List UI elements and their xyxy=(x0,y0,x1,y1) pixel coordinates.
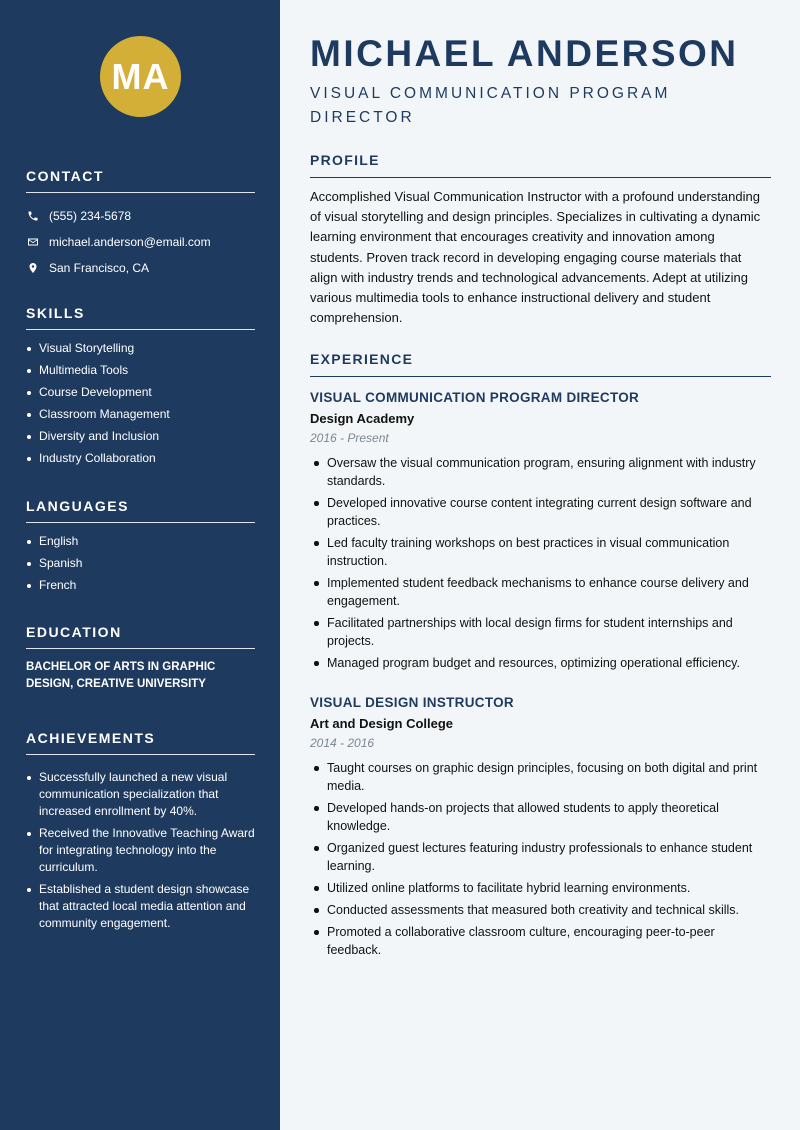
job-entry xyxy=(310,390,771,676)
phone-text: (555) 234-5678 xyxy=(49,209,132,223)
mail-icon xyxy=(26,235,40,249)
achievement-item: Received the Innovative Teaching Award for integrating technology into the curriculum. xyxy=(26,825,255,876)
avatar: MA xyxy=(100,36,181,117)
achievements-heading: ACHIEVEMENTS xyxy=(26,730,255,755)
skill-item: Classroom Management xyxy=(26,407,255,422)
achievement-item: Established a student design showcase that attracted local media attention and community engagement. xyxy=(26,881,255,932)
job-title: VISUAL DESIGN INSTRUCTOR xyxy=(310,695,514,710)
contact-section xyxy=(26,168,255,281)
location-pin-icon xyxy=(26,261,40,275)
job-entry xyxy=(310,695,771,963)
skills-list xyxy=(26,341,255,466)
experience-heading: EXPERIENCE xyxy=(310,351,771,377)
languages-list xyxy=(26,534,255,593)
job-bullet: Oversaw the visual communication program, ensuring alignment with industry standards. xyxy=(310,454,771,490)
profile-heading: PROFILE xyxy=(310,152,771,178)
contact-email xyxy=(26,229,255,255)
language-item: English xyxy=(26,534,255,549)
job-dates: 2016 - Present xyxy=(310,431,389,445)
job-bullet: Managed program budget and resources, optimizing operational efficiency. xyxy=(310,654,771,672)
location-text: San Francisco, CA xyxy=(49,261,150,275)
contact-list xyxy=(26,203,255,281)
job-bullet: Utilized online platforms to facilitate hybrid learning environments. xyxy=(310,879,771,897)
contact-heading: CONTACT xyxy=(26,168,255,193)
language-item: French xyxy=(26,578,255,593)
languages-heading: LANGUAGES xyxy=(26,498,255,523)
contact-location xyxy=(26,255,255,281)
job-bullet: Organized guest lectures featuring industry professionals to enhance student learning. xyxy=(310,839,771,875)
phone-icon xyxy=(26,209,40,223)
language-item: Spanish xyxy=(26,556,255,571)
job-bullet: Promoted a collaborative classroom culture, encouraging peer-to-peer feedback. xyxy=(310,923,771,959)
email-text[interactable]: michael.anderson@email.com xyxy=(49,235,211,249)
skill-item: Course Development xyxy=(26,385,255,400)
job-dates: 2014 - 2016 xyxy=(310,736,375,750)
skill-item: Diversity and Inclusion xyxy=(26,429,255,444)
job-bullet: Implemented student feedback mechanisms to enhance course delivery and engagement. xyxy=(310,574,771,610)
education-heading: EDUCATION xyxy=(26,624,255,649)
sidebar xyxy=(0,0,280,1130)
job-bullet: Facilitated partnerships with local design firms for student internships and projects. xyxy=(310,614,771,650)
skill-item: Multimedia Tools xyxy=(26,363,255,378)
job-title: VISUAL COMMUNICATION PROGRAM DIRECTOR xyxy=(310,390,640,405)
candidate-title: VISUAL COMMUNICATION PROGRAM DIRECTOR xyxy=(310,85,671,126)
job-bullet: Developed hands-on projects that allowed students to apply theoretical knowledge. xyxy=(310,799,771,835)
achievements-section xyxy=(26,730,255,937)
skill-item: Visual Storytelling xyxy=(26,341,255,356)
job-bullet: Taught courses on graphic design principles, focusing on both digital and print media. xyxy=(310,759,771,795)
contact-phone xyxy=(26,203,255,229)
job-bullets xyxy=(310,759,771,959)
skills-section xyxy=(26,305,255,473)
job-company: Design Academy xyxy=(310,411,415,426)
achievement-item: Successfully launched a new visual communication specialization that increased enrollment by 40%. xyxy=(26,769,255,820)
languages-section xyxy=(26,498,255,600)
job-bullet: Led faculty training workshops on best practices in visual communication instruction. xyxy=(310,534,771,570)
job-company: Art and Design College xyxy=(310,716,454,731)
job-bullets xyxy=(310,454,771,672)
job-bullet: Conducted assessments that measured both creativity and technical skills. xyxy=(310,901,771,919)
profile-text: Accomplished Visual Communication Instructor with a profound understanding of visual storytelling and design principles. Specializes in cultivating a dynamic learning environment that encourages creativity and innovation among students. Proven track record in developing engaging course materials that align with industry trends and technological advancements. Adept at utilizing various multimedia tools to enhance instructional delivery and student comprehension. xyxy=(310,189,761,326)
education-section xyxy=(26,624,255,693)
achievements-list xyxy=(26,769,255,932)
job-bullet: Developed innovative course content integrating current design software and practices. xyxy=(310,494,771,530)
skill-item: Industry Collaboration xyxy=(26,451,255,466)
skills-heading: SKILLS xyxy=(26,305,255,330)
education-degree: BACHELOR OF ARTS IN GRAPHIC DESIGN, CREATIVE UNIVERSITY xyxy=(26,661,216,690)
candidate-name: MICHAEL ANDERSON xyxy=(310,33,739,74)
